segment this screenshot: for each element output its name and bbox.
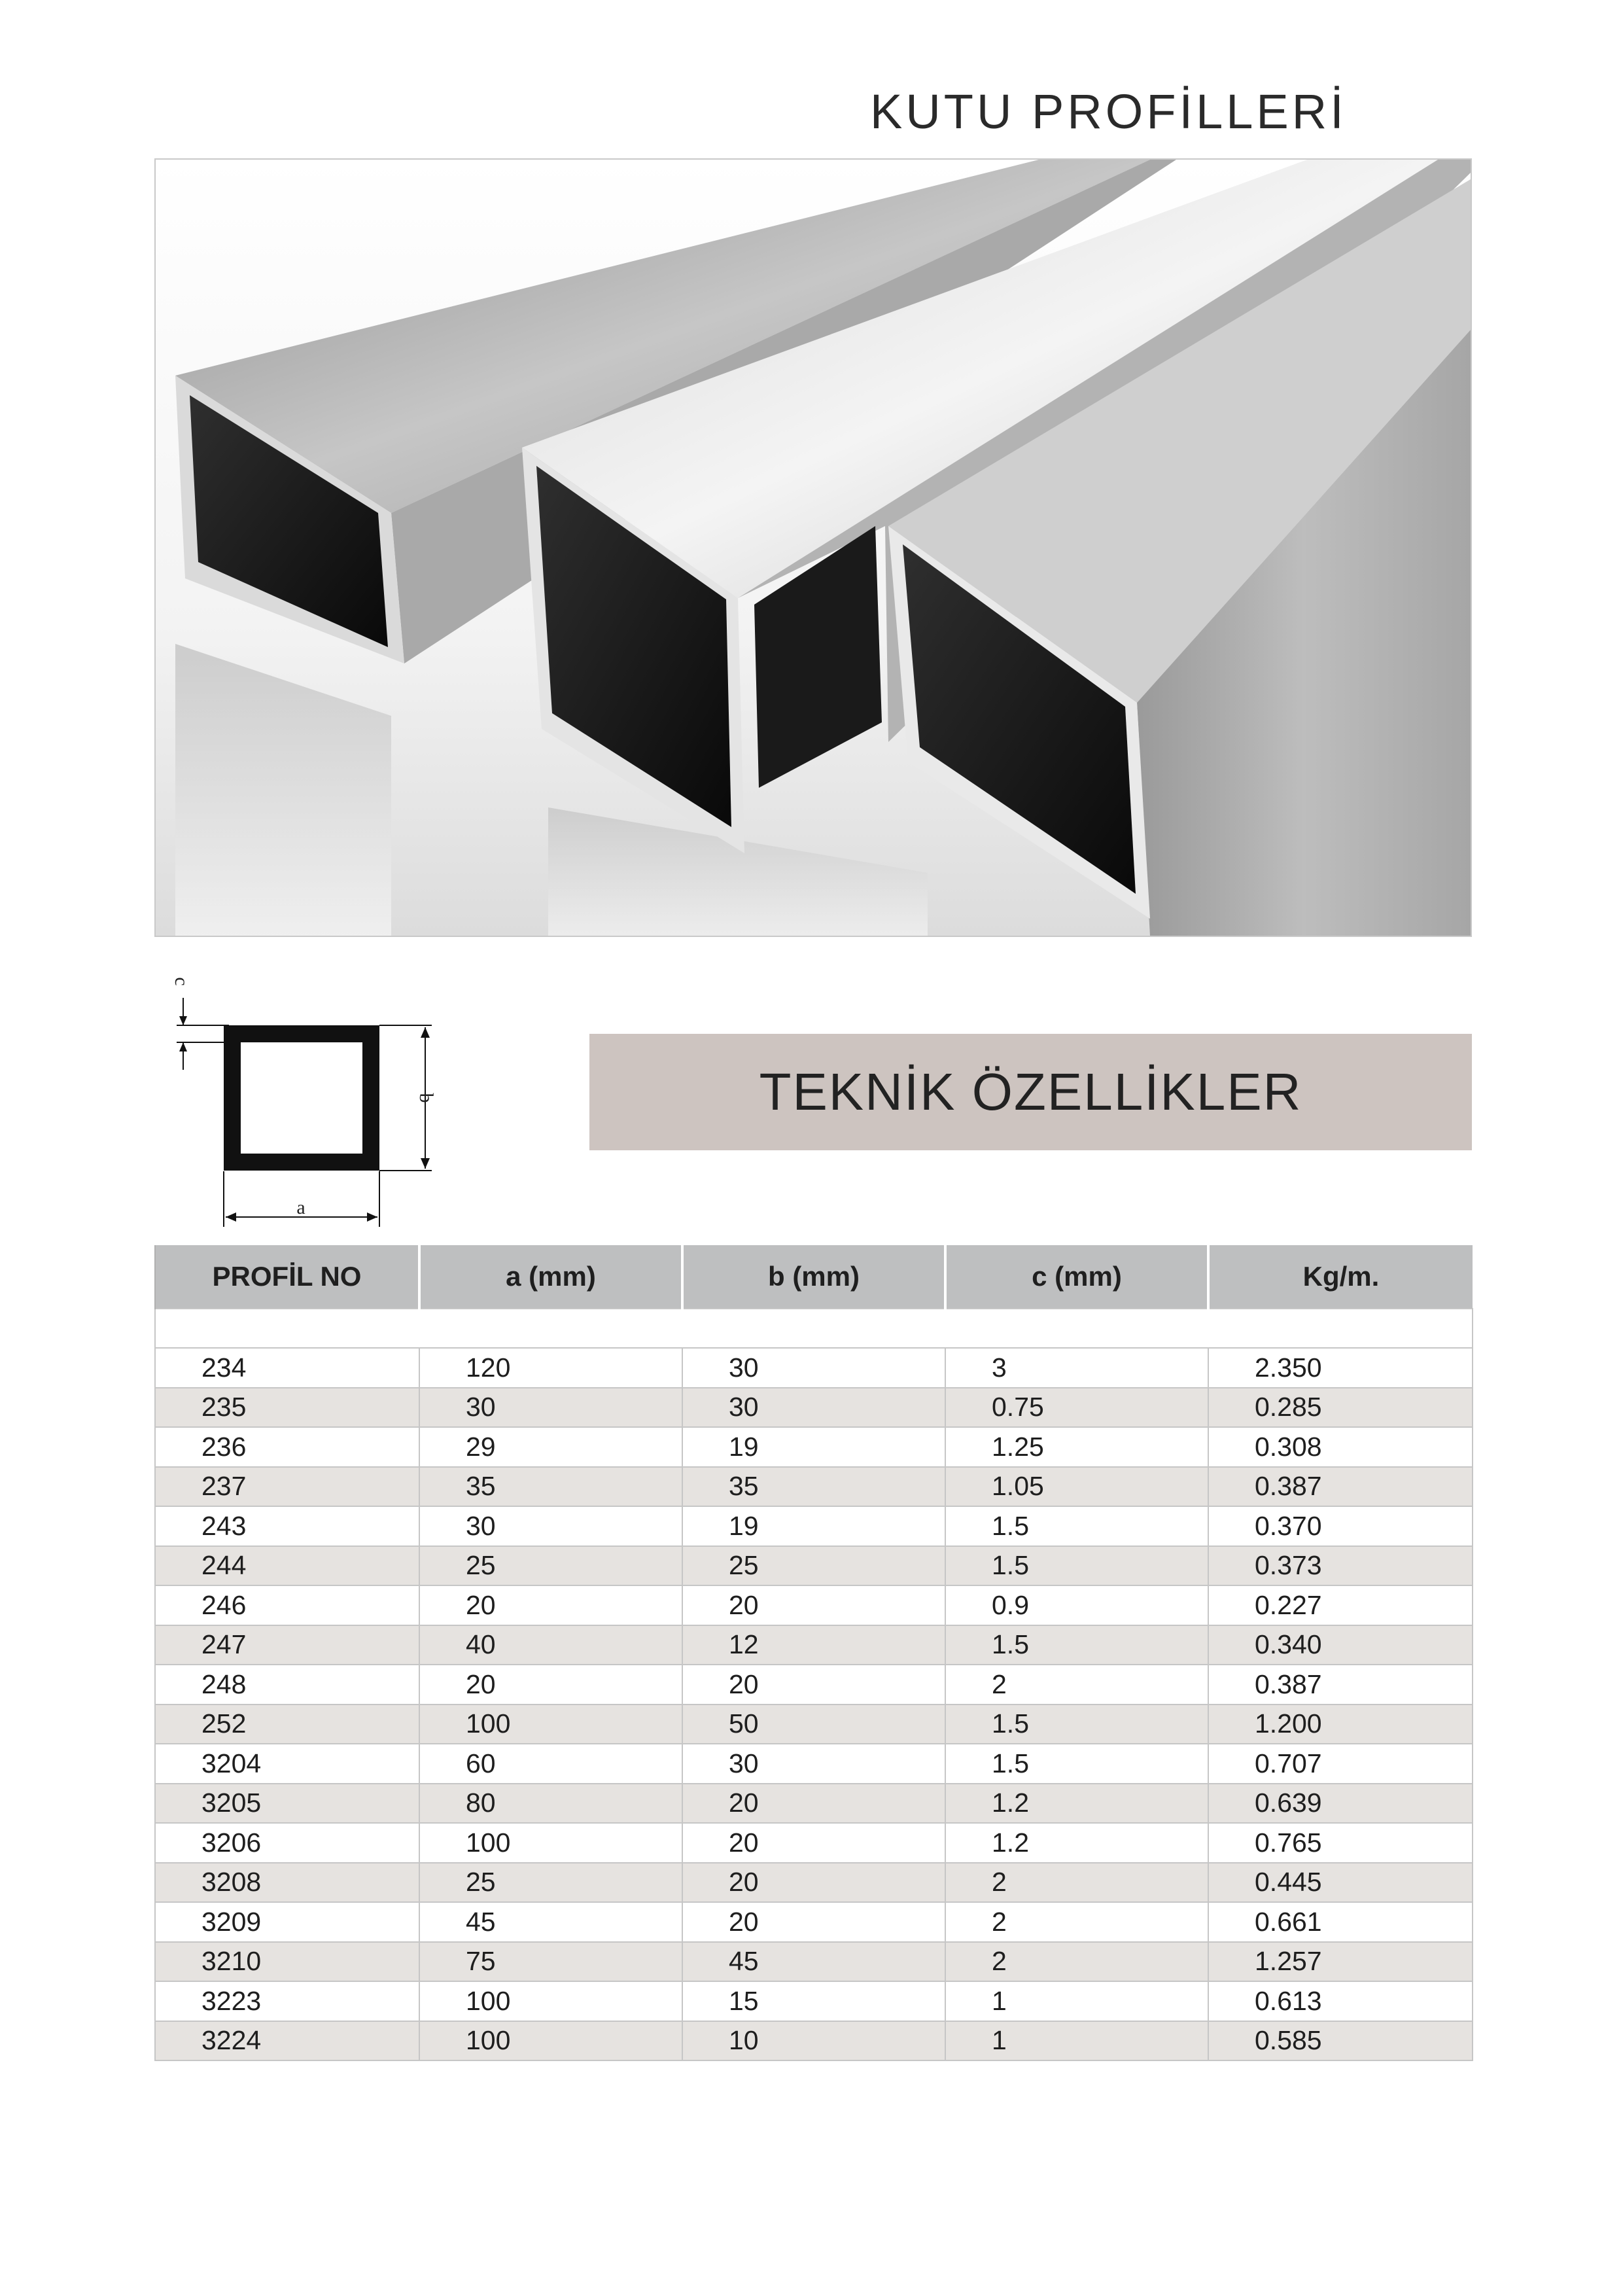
kg-cell: 0.387	[1208, 1665, 1473, 1704]
table-spacer-row	[155, 1309, 1473, 1348]
b-cell: 20	[682, 1585, 945, 1625]
dimension-a-label: a	[296, 1197, 305, 1218]
b-cell: 20	[682, 1665, 945, 1704]
kg-cell: 0.661	[1208, 1902, 1473, 1942]
a-cell: 30	[419, 1388, 682, 1428]
table-row	[155, 1863, 1473, 1903]
profile-no-cell: 247	[155, 1625, 419, 1665]
table-row	[155, 1744, 1473, 1784]
profile-no-cell: 235	[155, 1388, 419, 1428]
table-row	[155, 1625, 1473, 1665]
specs-table	[154, 1245, 1473, 2061]
table-row	[155, 1467, 1473, 1507]
c-cell: 0.9	[945, 1585, 1208, 1625]
a-cell: 29	[419, 1427, 682, 1467]
b-cell: 20	[682, 1902, 945, 1942]
table-header-row	[155, 1245, 1473, 1309]
product-photo	[154, 158, 1472, 937]
a-cell: 100	[419, 1823, 682, 1863]
profile-no-cell: 3204	[155, 1744, 419, 1784]
table-row	[155, 1585, 1473, 1625]
a-cell: 25	[419, 1546, 682, 1586]
c-cell: 1.05	[945, 1467, 1208, 1507]
kg-cell: 0.707	[1208, 1744, 1473, 1784]
a-cell: 100	[419, 1704, 682, 1744]
b-cell: 19	[682, 1506, 945, 1546]
c-cell: 2	[945, 1902, 1208, 1942]
b-cell: 50	[682, 1704, 945, 1744]
table-row	[155, 1506, 1473, 1546]
a-cell: 120	[419, 1348, 682, 1388]
a-cell: 60	[419, 1744, 682, 1784]
profile-no-cell: 236	[155, 1427, 419, 1467]
profile-no-cell: 234	[155, 1348, 419, 1388]
kg-cell: 1.200	[1208, 1704, 1473, 1744]
header-kg-per-m: Kg/m.	[1208, 1245, 1473, 1309]
table-row	[155, 1704, 1473, 1744]
profile-no-cell: 3205	[155, 1784, 419, 1824]
c-cell: 2	[945, 1665, 1208, 1704]
c-cell: 1.5	[945, 1546, 1208, 1586]
b-cell: 30	[682, 1388, 945, 1428]
table-row	[155, 2021, 1473, 2061]
profile-no-cell: 248	[155, 1665, 419, 1704]
profile-no-cell: 3209	[155, 1902, 419, 1942]
c-cell: 1.5	[945, 1744, 1208, 1784]
kg-cell: 0.285	[1208, 1388, 1473, 1428]
c-cell: 2	[945, 1863, 1208, 1903]
b-cell: 19	[682, 1427, 945, 1467]
b-cell: 30	[682, 1348, 945, 1388]
a-cell: 35	[419, 1467, 682, 1507]
kg-cell: 0.613	[1208, 1981, 1473, 2021]
c-cell: 1	[945, 2021, 1208, 2061]
profile-no-cell: 246	[155, 1585, 419, 1625]
kg-cell: 0.445	[1208, 1863, 1473, 1903]
c-cell: 1.5	[945, 1506, 1208, 1546]
profile-no-cell: 237	[155, 1467, 419, 1507]
table-row	[155, 1388, 1473, 1428]
kg-cell: 0.585	[1208, 2021, 1473, 2061]
spec-banner	[589, 1034, 1472, 1150]
profile-no-cell: 3224	[155, 2021, 419, 2061]
c-cell: 1.25	[945, 1427, 1208, 1467]
c-cell: 1	[945, 1981, 1208, 2021]
kg-cell: 0.765	[1208, 1823, 1473, 1863]
b-cell: 15	[682, 1981, 945, 2021]
a-cell: 100	[419, 1981, 682, 2021]
b-cell: 10	[682, 2021, 945, 2061]
section-title: TEKNİK ÖZELLİKLER	[759, 1063, 1302, 1121]
a-cell: 40	[419, 1625, 682, 1665]
dimension-c-label: c	[171, 977, 192, 986]
b-cell: 20	[682, 1823, 945, 1863]
a-cell: 75	[419, 1942, 682, 1982]
a-cell: 25	[419, 1863, 682, 1903]
table-row	[155, 1981, 1473, 2021]
c-cell: 0.75	[945, 1388, 1208, 1428]
kg-cell: 0.227	[1208, 1585, 1473, 1625]
kg-cell: 0.639	[1208, 1784, 1473, 1824]
table-row	[155, 1784, 1473, 1824]
profile-no-cell: 3206	[155, 1823, 419, 1863]
c-cell: 2	[945, 1942, 1208, 1982]
kg-cell: 2.350	[1208, 1348, 1473, 1388]
spacer-cell	[155, 1309, 1473, 1348]
kg-cell: 0.308	[1208, 1427, 1473, 1467]
c-cell: 1.2	[945, 1823, 1208, 1863]
kg-cell: 0.373	[1208, 1546, 1473, 1586]
kg-cell: 0.387	[1208, 1467, 1473, 1507]
cross-section-diagram	[157, 962, 471, 1240]
box-profiles-image	[156, 160, 1471, 936]
profile-no-cell: 3223	[155, 1981, 419, 2021]
b-cell: 20	[682, 1863, 945, 1903]
table-row	[155, 1427, 1473, 1467]
a-cell: 20	[419, 1665, 682, 1704]
c-cell: 3	[945, 1348, 1208, 1388]
profile-outline	[232, 1034, 371, 1162]
profile-no-cell: 244	[155, 1546, 419, 1586]
kg-cell: 0.340	[1208, 1625, 1473, 1665]
header-a: a (mm)	[419, 1245, 682, 1309]
b-cell: 20	[682, 1784, 945, 1824]
table-row	[155, 1942, 1473, 1982]
b-cell: 35	[682, 1467, 945, 1507]
kg-cell: 0.370	[1208, 1506, 1473, 1546]
table-row	[155, 1546, 1473, 1586]
b-cell: 12	[682, 1625, 945, 1665]
header-c: c (mm)	[945, 1245, 1208, 1309]
b-cell: 25	[682, 1546, 945, 1586]
header-profile-no: PROFİL NO	[155, 1245, 419, 1309]
c-cell: 1.2	[945, 1784, 1208, 1824]
a-cell: 45	[419, 1902, 682, 1942]
a-cell: 80	[419, 1784, 682, 1824]
a-cell: 100	[419, 2021, 682, 2061]
c-cell: 1.5	[945, 1625, 1208, 1665]
profile-no-cell: 3210	[155, 1942, 419, 1982]
table-row	[155, 1902, 1473, 1942]
page-title: KUTU PROFİLLERİ	[870, 84, 1347, 139]
profile-no-cell: 243	[155, 1506, 419, 1546]
a-cell: 30	[419, 1506, 682, 1546]
header-b: b (mm)	[682, 1245, 945, 1309]
b-cell: 45	[682, 1942, 945, 1982]
dimension-b-label: b	[415, 1093, 437, 1103]
table-row	[155, 1823, 1473, 1863]
a-cell: 20	[419, 1585, 682, 1625]
table-row	[155, 1348, 1473, 1388]
profile-no-cell: 3208	[155, 1863, 419, 1903]
kg-cell: 1.257	[1208, 1942, 1473, 1982]
c-cell: 1.5	[945, 1704, 1208, 1744]
profile-no-cell: 252	[155, 1704, 419, 1744]
b-cell: 30	[682, 1744, 945, 1784]
table-row	[155, 1665, 1473, 1704]
